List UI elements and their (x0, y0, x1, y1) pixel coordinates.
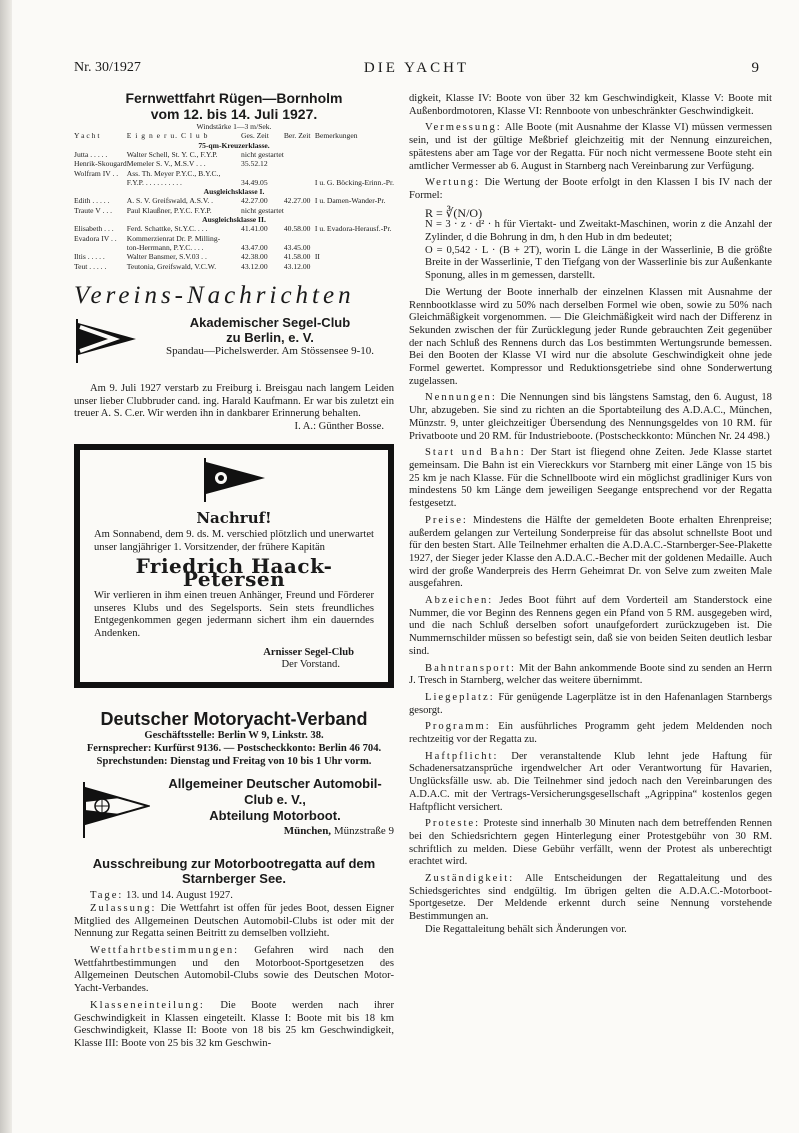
wertung-text-2: Die Wertung der Boote innerhalb der einzelnen Klassen mit Ausnahme der Rennbootklasse wird zu 50% nach derselben Formel wie oben, sowie zu 50% nach Gleichmäßigkeit vorgenommen. — Die Gleichmäßigkeit wird nach der Differenz in Sekunden zwischen der für Zurücklegung jeder Runde gebrauchten Zeit gegenüber der nach Schluß des Rennens durch das Los bestimmten Wertungsrunde bemessen. Bei den Booten der Klasse VI wird nur die absolute Geschwindigkeit ohne jede Formel gewertet. Kompressor und Reduktionsgetriebe sind ohne Sonderwertung zugelassen. (409, 286, 772, 387)
results-row (74, 224, 394, 233)
final-note: Die Regattaleitung behält sich Änderungen vor. (425, 923, 627, 935)
obituary-box (74, 444, 394, 688)
pennant-icon (74, 319, 138, 363)
results-cell-owner: F.Y.P. . . . . . . . . . . (126, 177, 182, 187)
results-cell-owner: Memeler S. V., M.S.V . . . (126, 159, 206, 169)
results-cell-rem (315, 169, 394, 178)
results-cell-yacht: Traute V . . . (74, 205, 113, 215)
results-cell-yacht: Henrik-Skougard (74, 159, 127, 169)
results-cell-rem: I u. Damen-Wander-Pr. (314, 196, 386, 206)
zulassung-text: Die Wettfahrt ist offen für jedes Boot, dessen Eigner Mitglied des Allgemeinen Deutschen Automobil-Clubs ist oder mit der Nennung zur Regatta seinen Beitritt zu demselben vollzieht. (74, 902, 394, 940)
results-cell-ges (241, 169, 284, 178)
left-column (74, 90, 394, 1051)
results-cell-ber: 42.27.00 (283, 196, 311, 206)
abzeichen-text: Jedes Boot führt auf dem Vorderteil am Standerstock eine Nummer, die vor Beginn des Rennens gegen ein Pfand von 5 RM. ausgegeben wird, und die nach Schluß derselben sofort unaufgefordert zurückzugeben ist. Die Nummernschilder müssen so befestigt sein, daß sie von beiden Seiten deutlich lesbar sind. (409, 595, 772, 657)
results-row (74, 206, 394, 215)
tage-label: Tage: (90, 890, 124, 902)
dmv-title: Deutscher Motoryacht-Verband (100, 709, 368, 730)
results-cell-rem: II (314, 252, 320, 262)
results-cell-ges: 43.47.00 (241, 242, 268, 252)
obituary-title: Nachruf! (196, 509, 272, 528)
results-cell-owner: Walter Bansmer, S.V.03 . . (126, 252, 207, 262)
liegeplatz-label: Liegeplatz: (425, 691, 495, 703)
results-cell-ber (284, 159, 315, 168)
abzeichen-label: Abzeichen: (425, 595, 494, 607)
asc-club-block (74, 315, 394, 375)
start-label: Start und Bahn: (425, 447, 526, 459)
results-cell-yacht: Teut . . . . . (74, 261, 107, 271)
results-cell-yacht: Evadora IV . . (74, 233, 117, 243)
results-class-name: 75-qm-Kreuzerklasse. (198, 140, 270, 150)
results-cell-ber (284, 169, 315, 178)
wertung-text: Die Wertung der Boote erfolgt in den Klassen I bis IV nach der Formel: (409, 177, 772, 201)
programm-text: Ein ausführliches Programm geht jedem Meldenden noch rechtzeitig vor der Regatta zu. (409, 721, 772, 746)
results-cell-rem (315, 243, 394, 252)
results-cell-rem: I u. Evadora-Herausf.-Pr. (314, 224, 392, 234)
results-row (74, 178, 394, 187)
adac-pennant-icon (80, 782, 150, 838)
results-cell-ber (284, 150, 315, 159)
adac-address (156, 776, 394, 838)
dmv-phone: Fernsprecher: Kurfürst 9136. — Postscheckkonto: Berlin 46 704. (86, 742, 382, 754)
results-row (74, 262, 394, 271)
deceased-name: Friedrich Haack-Petersen (135, 554, 333, 592)
classes-cont: digkeit, Klasse IV: Boote von über 32 km Geschwindigkeit, Klasse V: Boote mit Außenbordmotoren, Klasse VI: Rennboote von unbeschränkter Geschwindigkeit. (409, 93, 772, 117)
results-cell-yacht: Wolfram IV . . (74, 168, 119, 178)
adac-city: München, (283, 825, 332, 838)
haftpflicht-text: Der veranstaltende Klub lehnt jede Haftung für Schadenersatzansprüche irgendwelcher Art oder Verantwortung für Havarien, Unglücksfälle usw. ab. Die Teilnehmer sind jedoch nach den Vereinbarungen des A.D.A.C. mit der Vertrags-Versicherungsgesellschaft „Agrippina“ kostenlos gegen Haftpflicht versichert. (409, 750, 772, 813)
haftpflicht-label: Haftpflicht: (425, 750, 499, 762)
results-cell-owner: Teutonia, Greifswald, V.C.W. (126, 261, 217, 271)
right-column (409, 93, 772, 937)
results-cell-ber (284, 206, 315, 215)
results-cell-owner: Paul Klaußner, P.Y.C. F.Y.P. (126, 205, 212, 215)
formula-o: O = 0,542 · L · (B + 2T), worin L die Länge in der Wasserlinie, B die größte Breite in der Wasserlinie, T den Tiefgang von der Wasserlinie bis zur Außenkante Sponung, alles in m gemessen, darstellt. (425, 244, 772, 282)
club-address (146, 315, 394, 358)
zustaendigkeit-text: Alle Entscheidungen der Regattaleitung und des Schiedsgerichtes sind endgültig. Im übrigen gelten die A.D.A.C.-Motorboot-Sportgesetze. Der Meldende erkennt durch seine Nennung vorstehende Bestimmungen an. (409, 873, 772, 923)
results-cell-ber: 41.58.00 (283, 252, 311, 262)
regatta-title (74, 856, 394, 886)
results-cell-ges: 34.49.05 (241, 177, 268, 187)
results-class-name: Ausgleichsklasse I. (203, 187, 265, 197)
formula-n: N = 3 · z · d² · h für Viertakt- und Zweitakt-Maschinen, worin z die Anzahl der Zylinder, d die Bohrung in dm, h den Hub in dm bedeutet; (425, 219, 772, 244)
start-text: Der Start ist fliegend ohne Zeiten. Jede Klasse startet gemeinsam. Die Bahn ist ein Viereckkurs vor Starnberg mit einer Länge von 15 bis 25 km je nach Klasse. Für die Schnellboote wird ein möglichst gradliniger Kurs von mindestens 50 km Länge dem jeweiligen Seegange entsprechend vor der Regatta festgesetzt. (409, 447, 773, 510)
vermessung-text: Alle Boote (mit Ausnahme der Klasse VI) müssen vermessen sein, und ist der gültige Meßbrief gleichzeitig mit der Nennung einzureichen, spätestens aber am Tage vor der Regatta. Für noch nicht vermessene Boote steht ein amtlicher Vermesser ab 6. August in Starnberg nach Vereinbarung zur Verfügung. (409, 122, 772, 172)
obituary-text: Am Sonnabend, dem 9. ds. M. verschied plötzlich und unerwartet unser langjähriger 1. Vorsitzender, der frühere Kapitän (94, 529, 374, 553)
wind-strength: Windstärke 1—3 m/Sek. (196, 122, 272, 131)
results-row (74, 252, 394, 261)
magazine-title: DIE YACHT (363, 60, 470, 76)
adac-street: Münzstraße 9 (333, 825, 394, 838)
results-cell-ber (284, 178, 315, 187)
results-cell-ges: nicht gestartet (241, 205, 284, 215)
results-header-row (74, 131, 394, 140)
results-cell-ges: nicht gestartet (241, 150, 284, 159)
results-cell-owner: Walter Schell, St. Y. C., F.Y.P. (126, 150, 218, 159)
results-cell-rem (315, 206, 394, 215)
results-cell-yacht (74, 178, 127, 187)
page-number: 9 (751, 60, 759, 76)
adac-line2: Club e. V., (244, 792, 306, 808)
results-cell-owner: Ferd. Schattke, St.Y.C. . . . (126, 224, 208, 234)
results-table (74, 131, 394, 270)
obituary-text-2: Wir verlieren in ihm einen treuen Anhänger, Freund und Förderer unseres Klubs und des Segelsports. Sein stets freundliches Entgegenkommen gegen jedermann sichert ihm ein dauerndes Andenken. (94, 589, 374, 639)
race-title-line2: vom 12. bis 14. Juli 1927. (150, 106, 318, 122)
dmv-hours: Sprechstunden: Dienstag und Freitag von 10 bis 1 Uhr vorm. (96, 755, 372, 767)
results-cell-rem (315, 262, 394, 271)
race-title (74, 90, 394, 122)
club-name-2: zu Berlin, e. V. (226, 329, 314, 345)
results-class-row (74, 215, 394, 224)
obituary-board: Der Vorstand. (281, 659, 340, 671)
proteste-label: Proteste: (425, 818, 481, 830)
results-header-cell: Y a c h t (74, 131, 100, 141)
tage-text: 13. und 14. August 1927. (126, 890, 233, 902)
results-cell-owner: A. S. V. Greifswald, A.S.V. . (126, 196, 214, 206)
results-cell-yacht: Iltis . . . . . (74, 252, 105, 262)
obituary-club: Arnisser Segel-Club (263, 646, 354, 658)
results-row (74, 196, 394, 205)
results-cell-ber: 43.45.00 (283, 242, 311, 252)
results-cell-ber: 40.58.00 (283, 224, 311, 234)
results-class-name: Ausgleichsklasse II. (202, 215, 266, 225)
results-row (74, 169, 394, 178)
dmv-office: Geschäftsstelle: Berlin W 9, Linkstr. 38. (144, 730, 324, 742)
liegeplatz-text: Für genügende Lagerplätze ist in den Hafenanlagen Starnbergs gesorgt. (409, 691, 772, 716)
pennant-star-icon (199, 458, 269, 502)
preise-text: Mindestens die Hälfte der gemeldeten Boote erhalten Ehrenpreise; außerdem gelangen zur Verteilung Sonderpreise für das absolut schnellste Boot und für den besten Start. Alle Teilnehmer erhalten die A.D.A.C.-Starnberger-See-Plakette 1927, der Sieger jeder Klasse den A.D.A.C.-Becher mit der goldenen Medaille. Auch wird der große Wanderpreis des Herrn Geheimrat Dr. von Selve zum zweiten Male ausgefahren. (409, 514, 772, 590)
race-title-line1: Fernwettfahrt Rügen—Bornholm (125, 90, 343, 106)
club-name: Akademischer Segel-Club (189, 314, 351, 330)
proteste-text: Proteste sind innerhalb 30 Minuten nach dem betreffenden Rennen bei den Schiedsrichtern gegen Hinterlegung einer Protestgebühr von 30 RM. schriftlich zu melden. Diese Gebühr verfällt, wenn der Protest als unberechtigt erachtet wird. (409, 818, 773, 868)
results-cell-ges: 43.12.00 (241, 261, 268, 271)
results-row (74, 243, 394, 252)
regatta-title-line1: Ausschreibung zur Motorbootregatta auf dem (92, 856, 376, 872)
zulassung-label: Zulassung: (90, 902, 157, 914)
club-location: Spandau—Pichelswerder. Am Stössensee 9-10. (165, 344, 375, 357)
nennungen-text: Die Nennungen sind bis längstens Samstag, den 6. August, 18 Uhr, abzugeben. Sie sind zu richten an die Sportabteilung des A.D.A.C., München, Münzstr. 9, unter gleichzeitiger Übersendung des Nennungsgeldes von 10 RM. für Privatboote und 20 RM. für Industrieboote. (Postscheckkonto: München Nr. 24 498.) (409, 392, 772, 442)
results-cell-ber: 43.12.00 (283, 261, 311, 271)
results-header-cell: Ges. Zeit (241, 131, 269, 141)
formula-r: R = ∛(N/O) (425, 205, 483, 220)
results-header-cell: Ber. Zeit (283, 131, 311, 141)
results-cell-yacht (74, 243, 127, 252)
bahntransport-text: Mit der Bahn ankommende Boote sind zu senden an Herrn J. Tresch in Starnberg, welcher das weitere übernimmt. (409, 662, 773, 687)
results-class-row (74, 187, 394, 196)
results-cell-owner: Ass. Th. Meyer P.Y.C., B.Y.C., (126, 168, 221, 178)
vermessung-label: Vermessung: (425, 122, 502, 134)
results-row (74, 159, 394, 168)
results-header-cell: Bemerkungen (314, 131, 358, 141)
results-cell-ges (241, 234, 284, 243)
results-cell-rem: I u. G. Böcking-Erinn.-Pr. (314, 177, 394, 187)
results-cell-yacht: Elisabeth . . . (74, 224, 114, 234)
issue-number: Nr. 30/1927 (74, 60, 141, 75)
results-class-row (74, 141, 394, 150)
wertung-label: Wertung: (425, 177, 481, 189)
results-cell-ges: 42.27.00 (241, 196, 268, 206)
ke-text: Die Boote werden nach ihrer Geschwindigkeit in Klassen eingeteilt. Klasse I: Boote mit bis 18 km Geschwindigkeit, Klasse II: Boote von 18 bis 25 km Geschwindigkeit, Klasse III: Boote von 25 bis 32 km Geschwin- (74, 999, 394, 1049)
regatta-title-line2: Starnberger See. (181, 871, 287, 887)
adac-line1: Allgemeiner Deutscher Automobil- (168, 776, 382, 792)
notice-signature: I. A.: Günther Bosse. (294, 420, 384, 432)
results-cell-yacht: Edith . . . . . (74, 196, 110, 206)
wb-text: Gefahren wird nach den Wettfahrtbestimmungen und den Motorboot-Sportgesetzen des Allgemeinen Deutschen Automobil-Clubs sowie des Deutschen Motor-Yacht-Verbandes. (74, 945, 394, 995)
vereins-heading: Vereins-Nachrichten (74, 281, 355, 309)
page-header (74, 60, 759, 80)
results-cell-yacht: Jutta . . . . . (74, 150, 108, 159)
zustaendigkeit-label: Zuständigkeit: (425, 873, 515, 885)
results-cell-rem (315, 159, 394, 168)
preise-label: Preise: (425, 514, 468, 526)
scan-edge (0, 0, 12, 1133)
wb-label: Wettfahrtbestimmungen: (90, 945, 240, 957)
nennungen-label: Nennungen: (425, 392, 497, 404)
results-row (74, 234, 394, 243)
results-cell-ges: 42.38.00 (241, 252, 268, 262)
results-cell-owner: ton-Herrmann, P.Y.C. . . . (126, 242, 204, 252)
adac-block (74, 776, 394, 854)
adac-line3: Abteilung Motorboot. (209, 808, 341, 824)
programm-label: Programm: (425, 721, 491, 733)
results-cell-rem (315, 150, 394, 159)
results-cell-rem (315, 234, 394, 243)
formula-block (409, 207, 772, 283)
results-cell-ges: 41.41.00 (241, 224, 268, 234)
results-cell-ber (284, 234, 315, 243)
results-row (74, 150, 394, 159)
results-cell-ges: 35.52.12 (241, 159, 268, 169)
results-header-cell: E i g n e r u. C l u b (126, 131, 209, 141)
ke-label: Klasseneinteilung: (90, 999, 205, 1011)
death-notice-text: Am 9. Juli 1927 verstarb zu Freiburg i. Breisgau nach langem Leiden unser lieber Clubbruder cand. ing. Harald Kaufmann. Er war bis zuletzt ein treuer A. S. C.er. Wir werden ihn in dankbarer Erinnerung behalten. (74, 382, 394, 420)
results-cell-owner: Kommerzienrat Dr. P. Milling- (126, 233, 221, 243)
bahntransport-label: Bahntransport: (425, 662, 516, 674)
